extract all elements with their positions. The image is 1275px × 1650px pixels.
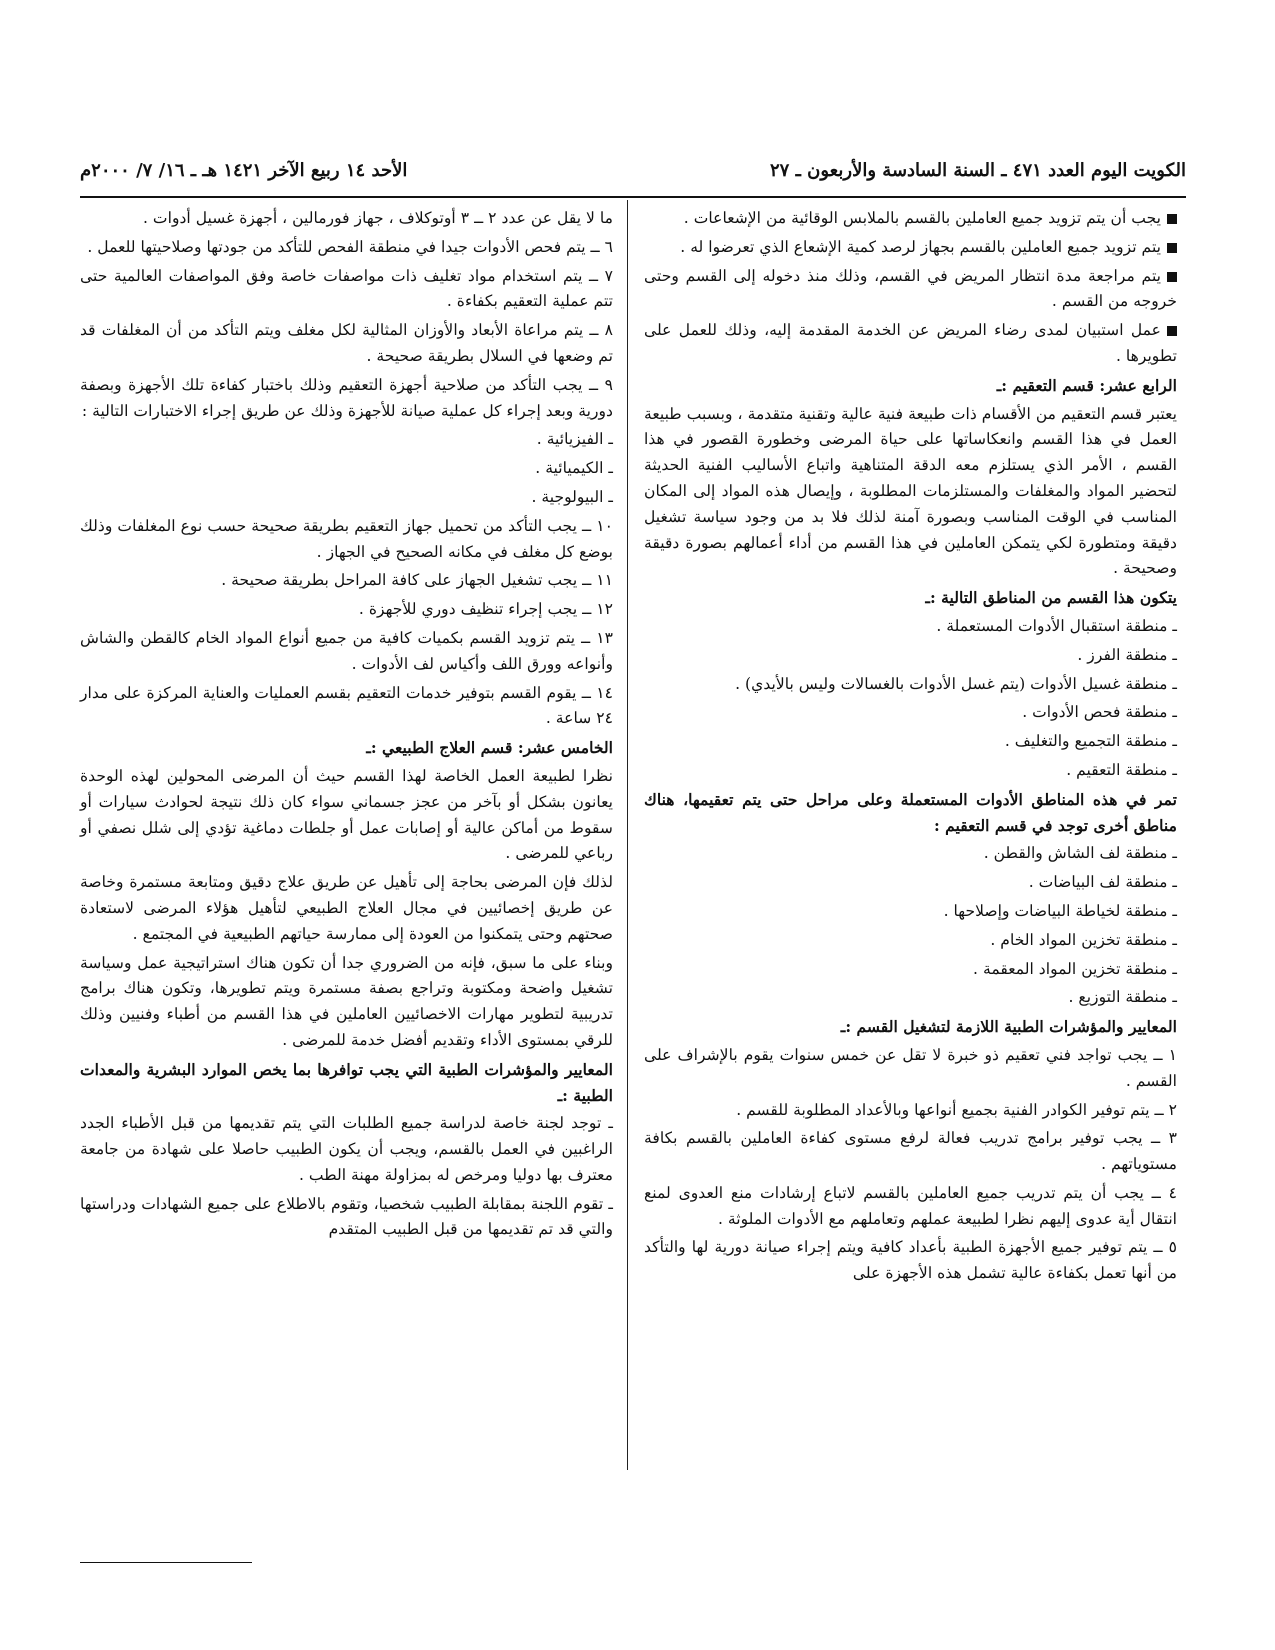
text: ٧ ــ يتم استخدام مواد تغليف ذات مواصفات خاصة وفق المواصفات العالمية حتى تتم عملية التعقيم بكفاءة . (80, 266, 613, 311)
list-item (80, 485, 613, 511)
text: المعايير والمؤشرات الطبية التي يجب توافرها بما يخص الموارد البشرية والمعدات الطبية :ـ (80, 1059, 613, 1105)
text: ـ منطقة لف الشاش والقطن . (983, 844, 1177, 863)
text: وبناء على ما سبق، فإنه من الضروري جدا أن تكون هناك استراتيجية عمل وسياسة تشغيل واضحة ومكتوبة وتراجع بصفة مستمرة ويتم تطويرها، وتكون هناك برامج تدريبية لتطوير مهارات الاخصائيين العاملين في هذا القسم من أطباء وفنيين وذلك للرقي بمستوى الأداء وتقديم أفضل خدمة للمرضى . (80, 953, 613, 1049)
section-heading (644, 787, 1177, 839)
bullet-item (644, 264, 1177, 316)
text: المعايير والمؤشرات الطبية اللازمة لتشغيل القسم :ـ (840, 1017, 1177, 1037)
list-item (644, 643, 1177, 669)
paragraph (80, 318, 613, 370)
paragraph (644, 1181, 1177, 1233)
text: ـ منطقة استقبال الأدوات المستعملة . (936, 616, 1177, 635)
text: يتم مراجعة مدة انتظار المريض في القسم، وذلك منذ دخوله إلى القسم وحتى خروجه من القسم . (644, 266, 1177, 311)
square-bullet-icon (1167, 243, 1177, 253)
paragraph (644, 1043, 1177, 1095)
list-item (644, 758, 1177, 784)
header-rule (80, 196, 1186, 198)
paragraph (80, 568, 613, 594)
text: ٩ ــ يجب التأكد من صلاحية أجهزة التعقيم وذلك باختبار كفاءة تلك الأجهزة وبصفة دورية وبعد إجراء كل عملية صيانة للأجهزة وذلك عن طريق إجراء الاختبارات التالية : (80, 375, 613, 420)
text: ١ ــ يجب تواجد فني تعقيم ذو خبرة لا تقل عن خمس سنوات يقوم بالإشراف على القسم . (644, 1045, 1177, 1090)
text: ـ منطقة التوزيع . (1068, 988, 1177, 1007)
text: ـ منطقة تخزين المواد المعقمة . (973, 959, 1177, 978)
text: لذلك فإن المرضى بحاجة إلى تأهيل عن طريق علاج دقيق ومتابعة مستمرة وخاصة عن طريق إخصائيين في مجال العلاج الطبيعي لتأهيل هؤلاء المرضى لاستعادة صحتهم وحتى يتمكنوا من العودة إلى ممارسة حياتهم الطبيعية في المجتمع . (80, 873, 613, 943)
list-item (80, 456, 613, 482)
text: الرابع عشر: قسم التعقيم :ـ (996, 375, 1177, 395)
text: ـ توجد لجنة خاصة لدراسة جميع الطلبات التي يتم تقديمها من قبل الأطباء الجدد الراغبين في العمل بالقسم، ويجب أن يكون الطبيب حاصلا على شهادة من جامعة معترف بها دوليا ومرخص له بمزاولة مهنة الطب . (80, 1114, 613, 1184)
paragraph (80, 373, 613, 425)
paragraph (644, 1098, 1177, 1124)
list-item (644, 729, 1177, 755)
paragraph (80, 206, 613, 232)
text: ٤ ــ يجب أن يتم تدريب جميع العاملين بالقسم لاتباع إرشادات منع العدوى لمنع انتقال أية عدوى إليهم نظرا لطبيعة عملهم وتعاملهم مع الأدوات الملوثة . (644, 1183, 1177, 1228)
text: ٢ ــ يتم توفير الكوادر الفنية بجميع أنواعها وبالأعداد المطلوبة للقسم . (736, 1100, 1177, 1119)
bullet-item (644, 235, 1177, 261)
text: يجب أن يتم تزويد جميع العاملين بالقسم بالملابس الوقائية من الإشعاعات . (683, 209, 1161, 227)
list-item (644, 985, 1177, 1011)
text: نظرا لطبيعة العمل الخاصة لهذا القسم حيث أن المرضى المحولين لهذه الوحدة يعانون بشكل أو بآخر من عجز جسماني سواء كان ذلك نتيجة لحوادث سيارات أو سقوط من أماكن عالية أو إصابات عمل أو جلطات دماغية تؤدي إلى شلل نصفي أو رباعي للمرضى . (80, 766, 613, 863)
text: يتم تزويد جميع العاملين بالقسم بجهاز لرصد كمية الإشعاع الذي تعرضوا له . (680, 237, 1161, 256)
list-item (644, 928, 1177, 954)
square-bullet-icon (1167, 272, 1177, 282)
page-header (80, 160, 1186, 192)
list-item (80, 427, 613, 453)
section-heading (80, 735, 613, 761)
text: ٣ ــ يجب توفير برامج تدريب فعالة لرفع مستوى كفاءة العاملين بالقسم بكافة مستوياتهم . (644, 1129, 1177, 1174)
section-heading (644, 585, 1177, 611)
text: ـ منطقة تخزين المواد الخام . (990, 930, 1177, 949)
text: يعتبر قسم التعقيم من الأقسام ذات طبيعة فنية عالية وتقنية متقدمة ، وبسبب طبيعة العمل في هذا القسم وانعكاساتها على حياة المرضى وخطورة القصور في هذا القسم ، الأمر الذي يستلزم معه الدقة المتناهية واتباع الأساليب الفنية الحديثة لتحضير المواد والمغلفات والمستلزمات المطلوبة ، وإيصال هذه المواد إلى المكان المناسب في الوقت المناسب وبصورة آمنة لذلك فلا بد من وجود سياسة تشغيل دقيقة ومتطورة لكي يتمكن العاملين في هذا القسم من أداء أعمالهم بصورة دقيقة وصحيحة . (644, 404, 1177, 578)
paragraph (80, 1192, 613, 1244)
text: ٨ ــ يتم مراعاة الأبعاد والأوزان المثالية لكل مغلف ويتم التأكد من أن المغلفات قد تم وضعها في السلال بطريقة صحيحة . (80, 321, 613, 365)
list-item (644, 957, 1177, 983)
text: الخامس عشر: قسم العلاج الطبيعي :ـ (366, 738, 613, 758)
square-bullet-icon (1167, 326, 1177, 336)
bullet-item (644, 206, 1177, 232)
section-heading (644, 1014, 1177, 1040)
text: ـ منطقة لف البياضات . (1028, 873, 1177, 892)
paragraph (80, 1111, 613, 1188)
text: ١٠ ــ يجب التأكد من تحميل جهاز التعقيم بطريقة صحيحة حسب نوع المغلفات وذلك بوضع كل مغلف في مكانه الصحيح في الجهاز . (80, 516, 613, 561)
list-item (644, 672, 1177, 698)
text: ـ منطقة التعقيم . (1066, 760, 1177, 779)
text: ـ منطقة لخياطة البياضات وإصلاحها . (943, 901, 1177, 920)
paragraph (80, 681, 613, 733)
header-date: الأحد ١٤ ربيع الآخر ١٤٢١ هـ ـ ١٦/ ٧/ ٢٠٠٠م (80, 160, 408, 181)
header-issue-info: الكويت اليوم العدد ٤٧١ ـ السنة السادسة والأربعون ـ ٢٧ (770, 160, 1186, 181)
paragraph (644, 1126, 1177, 1178)
text: عمل استبيان لمدى رضاء المريض عن الخدمة المقدمة إليه، وذلك للعمل على تطويرها . (644, 321, 1177, 365)
left-column (80, 206, 613, 1246)
text: ٥ ــ يتم توفير جميع الأجهزة الطبية بأعداد كافية ويتم إجراء صيانة دورية لها والتأكد من أنها تعمل بكفاءة عالية تشمل هذه الأجهزة على (644, 1238, 1177, 1283)
paragraph (644, 1235, 1177, 1287)
text: ١١ ــ يجب تشغيل الجهاز على كافة المراحل بطريقة صحيحة . (221, 571, 613, 590)
column-divider (627, 200, 628, 1470)
paragraph (80, 951, 613, 1054)
right-column (644, 206, 1177, 1290)
text: تمر في هذه المناطق الأدوات المستعملة وعلى مراحل حتى يتم تعقيمها، هناك مناطق أخرى توجد في قسم التعقيم : (644, 789, 1177, 835)
text: ١٢ ــ يجب إجراء تنظيف دوري للأجهزة . (358, 600, 613, 619)
paragraph (80, 264, 613, 316)
paragraph (80, 870, 613, 947)
paragraph (80, 764, 613, 867)
paragraph (80, 235, 613, 261)
text: ـ تقوم اللجنة بمقابلة الطبيب شخصيا، وتقوم بالاطلاع على جميع الشهادات ودراستها والتي قد تم تقديمها من قبل الطبيب المتقدم (80, 1194, 613, 1239)
section-heading (644, 373, 1177, 399)
paragraph (80, 597, 613, 623)
list-item (644, 614, 1177, 640)
list-item (644, 700, 1177, 726)
paragraph (80, 626, 613, 678)
section-heading (80, 1057, 613, 1109)
list-item (644, 870, 1177, 896)
text: ـ منطقة غسيل الأدوات (يتم غسل الأدوات بالغسالات وليس بالأيدي) . (735, 674, 1177, 693)
text: ـ منطقة الفرز . (1077, 645, 1177, 664)
text: يتكون هذا القسم من المناطق التالية :ـ (925, 588, 1177, 608)
square-bullet-icon (1167, 214, 1177, 224)
text: ١٤ ــ يقوم القسم بتوفير خدمات التعقيم بقسم العمليات والعناية المركزة على مدار ٢٤ ساعة . (80, 683, 613, 728)
text: ٦ ــ يتم فحص الأدوات جيدا في منطقة الفحص للتأكد من جودتها وصلاحيتها للعمل . (87, 237, 613, 256)
text: ـ منطقة فحص الأدوات . (1022, 703, 1177, 722)
text: ١٣ ــ يتم تزويد القسم بكميات كافية من جميع أنواع المواد الخام كالقطن والشاش وأنواعه وورق اللف وأكياس لف الأدوات . (80, 628, 613, 673)
footer-rule (80, 1562, 252, 1563)
text: ـ منطقة التجميع والتغليف . (1004, 732, 1177, 751)
list-item (644, 899, 1177, 925)
text: ـ الفيزيائية . (536, 430, 613, 449)
text: ما لا يقل عن عدد ٢ ــ ٣ أوتوكلاف ، جهاز فورمالين ، أجهزة غسيل أدوات . (143, 209, 613, 227)
paragraph (644, 402, 1177, 583)
text: ـ البيولوجية . (531, 487, 613, 506)
bullet-item (644, 318, 1177, 370)
paragraph (80, 514, 613, 566)
list-item (644, 841, 1177, 867)
text: ـ الكيميائية . (535, 459, 613, 478)
